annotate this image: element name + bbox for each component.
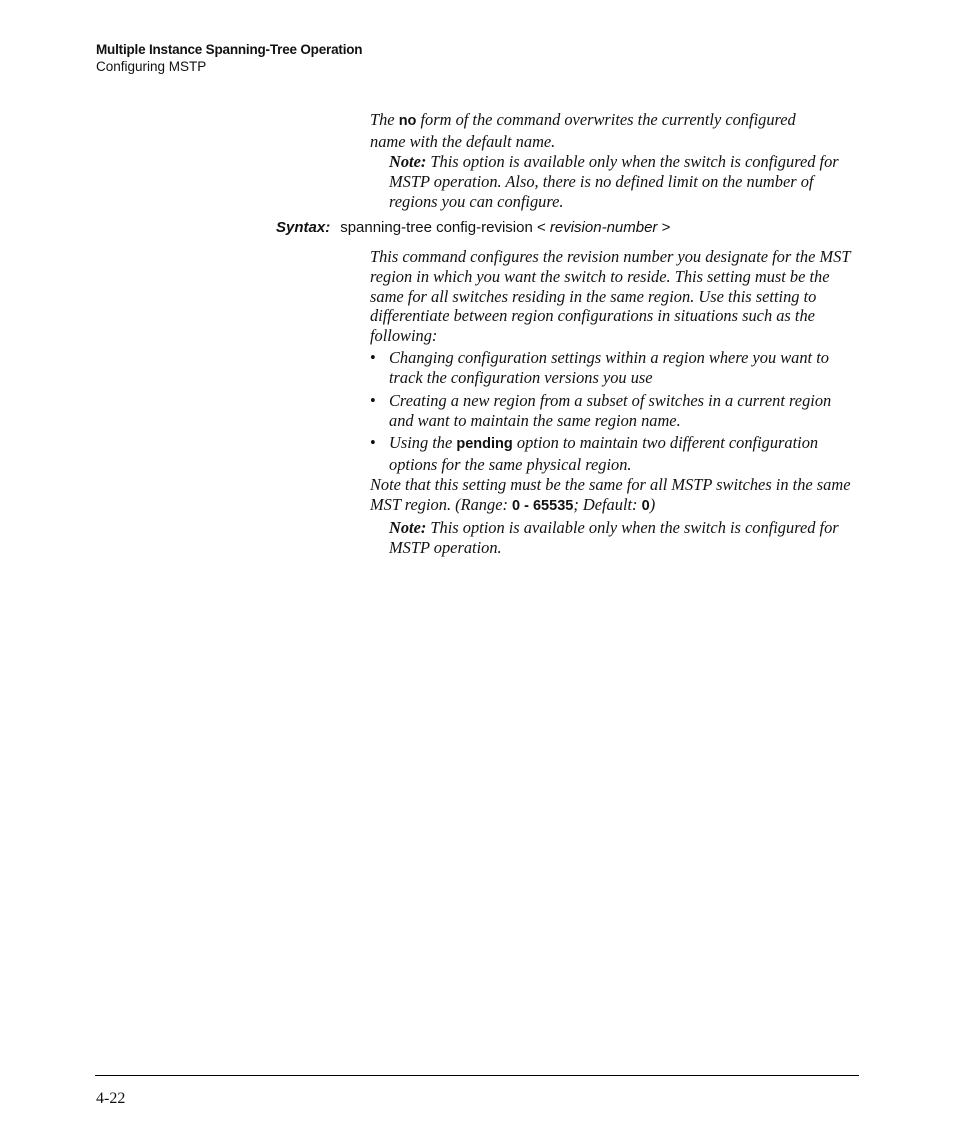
list-item-text: Creating a new region from a subset of switches in a current region and want to maintain the same region name.: [389, 391, 832, 430]
syntax-argument: revision-number: [549, 219, 658, 236]
bullet-icon: •: [370, 391, 376, 410]
text-run: Using the: [389, 433, 457, 452]
text-run: ): [649, 494, 656, 514]
syntax-close: >: [657, 219, 671, 236]
note-paragraph-2: [389, 518, 844, 558]
note-label: Note:: [389, 152, 427, 171]
text-run: ; Default:: [573, 494, 642, 514]
range-value: 0 - 65535: [512, 497, 574, 514]
text-run: form of the command overwrites the currently configured name with the default name.: [370, 110, 796, 151]
chapter-title: Multiple Instance Spanning-Tree Operation: [96, 42, 363, 57]
list-item-text: [389, 433, 854, 475]
bullet-icon: •: [370, 433, 376, 452]
section-title: Configuring MSTP: [96, 59, 207, 74]
text-run: The: [370, 110, 399, 129]
no-form-paragraph: [370, 110, 810, 152]
list-item: [370, 348, 854, 388]
syntax-command: spanning-tree config-revision <: [340, 219, 550, 236]
bullet-icon: •: [370, 348, 376, 367]
note-text: This option is available only when the switch is configured for MSTP operation.: [389, 518, 839, 557]
note-paragraph-1: [389, 152, 844, 211]
footer-divider: [95, 1075, 859, 1076]
note-label: Note:: [389, 518, 427, 537]
running-header: [96, 41, 362, 75]
range-paragraph: [370, 475, 854, 517]
text-run: Note that this setting must be the same for all MSTP switches in the same MST region. (Range:: [370, 475, 851, 514]
page-number: 4-22: [96, 1090, 126, 1107]
default-value: 0: [641, 497, 650, 514]
list-item: [370, 433, 854, 475]
code-keyword: pending: [456, 436, 513, 452]
text-run: option to maintain two different configuration options for the same physical region.: [389, 433, 819, 474]
description-paragraph: This command configures the revision number you designate for the MST region in which you want the switch to reside. This setting must be the same for all switches residing in the same region. Use this setting to differentiate between region configurations in situations such as the following:: [370, 247, 851, 346]
syntax-label: Syntax:: [276, 219, 331, 236]
list-item: [370, 391, 854, 431]
syntax-line: [276, 219, 670, 236]
list-item-text: Changing configuration settings within a region where you want to track the configuration versions you use: [389, 348, 829, 387]
code-keyword: no: [398, 113, 417, 129]
note-text: This option is available only when the switch is configured for MSTP operation. Also, there is no defined limit on the number of regions you can configure.: [389, 152, 839, 211]
